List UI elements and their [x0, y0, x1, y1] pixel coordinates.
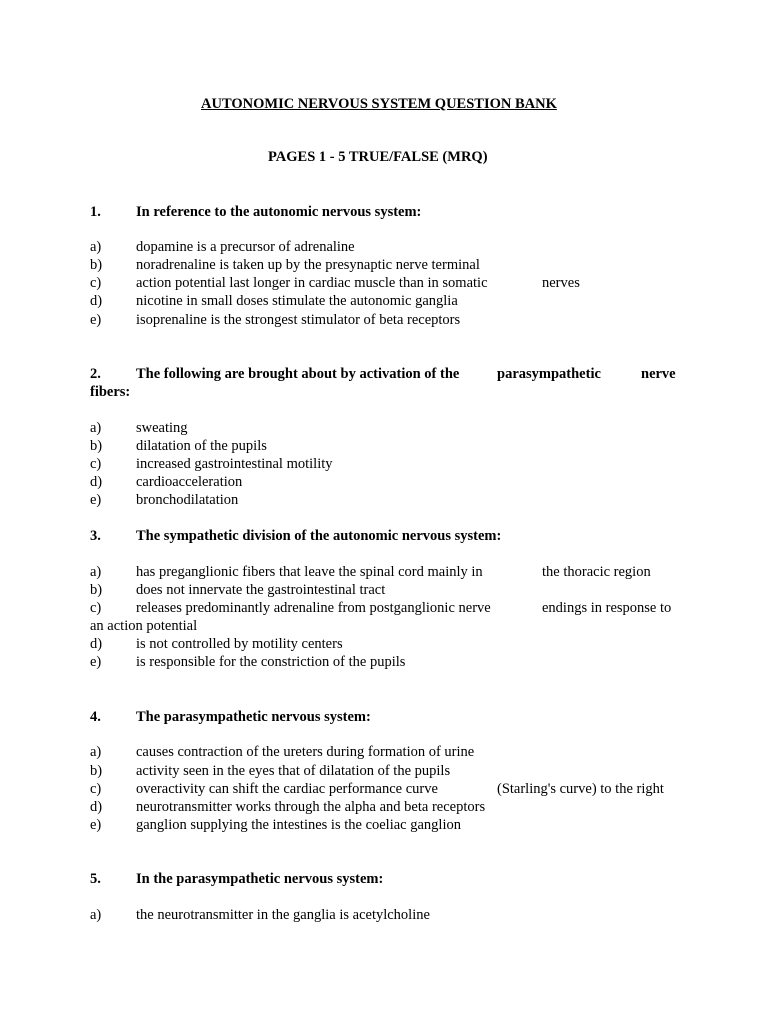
question-stem-continued: fibers:	[90, 384, 131, 400]
option-letter: c)	[90, 600, 102, 616]
option-text: bronchodilatation	[136, 492, 239, 508]
option-letter: a)	[90, 239, 102, 255]
option-letter: a)	[90, 744, 102, 760]
question-number: 2.	[90, 366, 101, 382]
question-stem: The parasympathetic nervous system:	[136, 709, 371, 725]
option-text: does not innervate the gastrointestinal tract	[136, 582, 386, 598]
option-text: releases predominantly adrenaline from postganglionic nerve	[136, 600, 491, 616]
option-letter: d)	[90, 799, 103, 815]
option-letter: e)	[90, 817, 102, 833]
option-text: is not controlled by motility centers	[136, 636, 343, 652]
option-text: isoprenaline is the strongest stimulator of beta receptors	[136, 312, 461, 328]
question-stem: The following are brought about by activation of the	[136, 366, 460, 382]
option-text: has preganglionic fibers that leave the spinal cord mainly in	[136, 564, 483, 580]
option-text: dopamine is a precursor of adrenaline	[136, 239, 355, 255]
option-letter: a)	[90, 420, 102, 436]
option-letter: a)	[90, 564, 102, 580]
question-stem: The sympathetic division of the autonomic nervous system:	[136, 528, 502, 544]
document-title: AUTONOMIC NERVOUS SYSTEM QUESTION BANK	[201, 96, 557, 112]
option-text: neurotransmitter works through the alpha and beta receptors	[136, 799, 486, 815]
question-number: 3.	[90, 528, 101, 544]
option-letter: d)	[90, 636, 103, 652]
option-text: noradrenaline is taken up by the presynaptic nerve terminal	[136, 257, 480, 273]
question-stem: In reference to the autonomic nervous system:	[136, 204, 422, 220]
option-letter: b)	[90, 582, 103, 598]
option-text: increased gastrointestinal motility	[136, 456, 333, 472]
option-text: is responsible for the constriction of the pupils	[136, 654, 406, 670]
document-subtitle: PAGES 1 - 5 TRUE/FALSE (MRQ)	[268, 149, 488, 165]
option-letter: d)	[90, 293, 103, 309]
option-text: the neurotransmitter in the ganglia is acetylcholine	[136, 907, 430, 923]
option-text: ganglion supplying the intestines is the coeliac ganglion	[136, 817, 461, 833]
option-text: causes contraction of the ureters during formation of urine	[136, 744, 475, 760]
option-text: dilatation of the pupils	[136, 438, 267, 454]
option-text-wrapped: an action potential	[90, 618, 198, 634]
option-text-continued: nerves	[542, 275, 580, 291]
option-letter: e)	[90, 654, 102, 670]
option-letter: c)	[90, 781, 102, 797]
option-letter: b)	[90, 763, 103, 779]
question-stem: In the parasympathetic nervous system:	[136, 871, 384, 887]
option-letter: a)	[90, 907, 102, 923]
question-stem-part: parasympathetic	[497, 366, 601, 382]
option-text: action potential last longer in cardiac muscle than in somatic	[136, 275, 488, 291]
option-text: nicotine in small doses stimulate the autonomic ganglia	[136, 293, 458, 309]
option-text: activity seen in the eyes that of dilatation of the pupils	[136, 763, 451, 779]
option-text-continued: endings in response to	[542, 600, 672, 616]
option-text: overactivity can shift the cardiac performance curve	[136, 781, 438, 797]
question-number: 4.	[90, 709, 101, 725]
option-letter: c)	[90, 275, 102, 291]
option-text: cardioacceleration	[136, 474, 243, 490]
option-letter: d)	[90, 474, 103, 490]
question-stem-part: nerve	[641, 366, 676, 382]
option-text: sweating	[136, 420, 188, 436]
option-letter: e)	[90, 312, 102, 328]
question-number: 5.	[90, 871, 101, 887]
option-text-continued: (Starling's curve) to the right	[497, 781, 664, 797]
option-letter: b)	[90, 438, 103, 454]
question-number: 1.	[90, 204, 101, 220]
option-letter: e)	[90, 492, 102, 508]
option-letter: b)	[90, 257, 103, 273]
option-text-continued: the thoracic region	[542, 564, 651, 580]
option-letter: c)	[90, 456, 102, 472]
